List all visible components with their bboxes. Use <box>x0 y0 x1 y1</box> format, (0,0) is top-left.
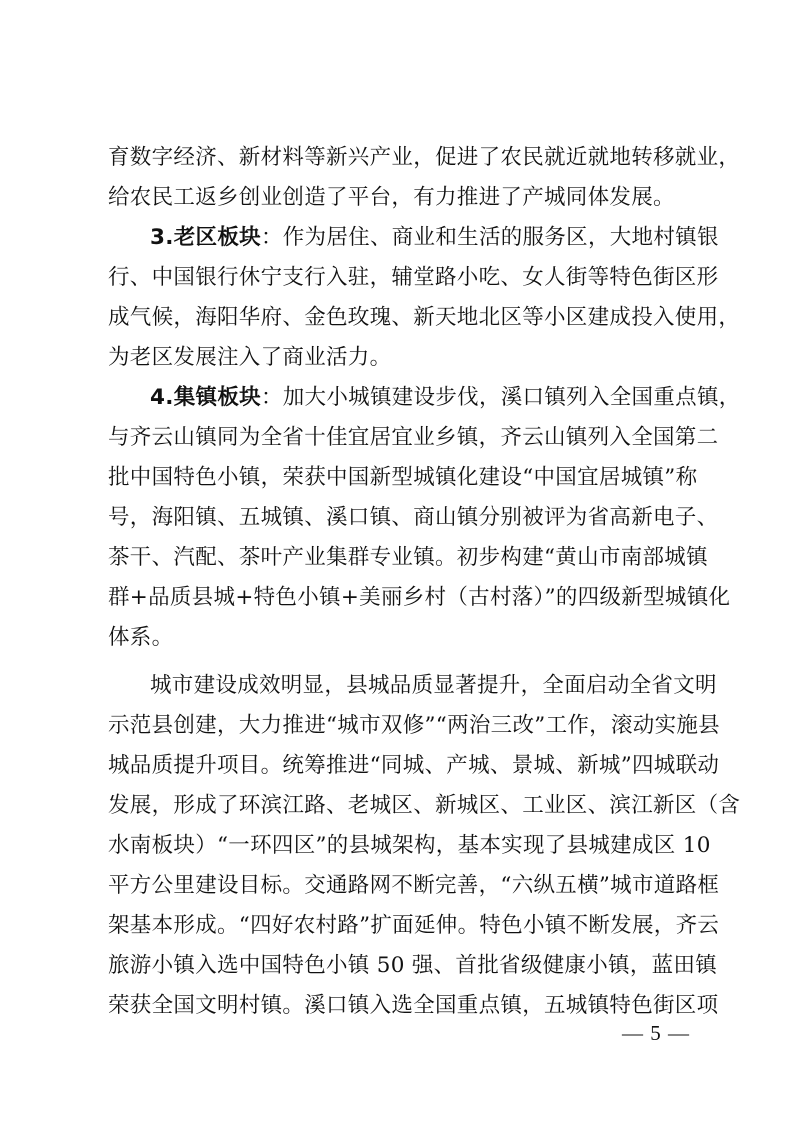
text-line: 城市建设成效明显，县城品质显著提升，全面启动全省文明 <box>150 673 717 698</box>
text-line: 城品质提升项目。统筹推进“同城、产城、景城、新城”四城联动 <box>108 753 720 778</box>
text-line: 荣获全国文明村镇。溪口镇入选全国重点镇，五城镇特色街区项 <box>108 993 719 1018</box>
text-line: 号，海阳镇、五城镇、溪口镇、商山镇分别被评为省高新电子、 <box>108 505 719 530</box>
text-line: 旅游小镇入选中国特色小镇 50 强、首批省级健康小镇，蓝田镇 <box>108 953 718 978</box>
text-line: 成气候，海阳华府、金色玫瑰、新天地北区等小区建成投入使用， <box>108 305 741 330</box>
page-number: — 5 — <box>622 1021 690 1045</box>
text-line: 体系。 <box>108 625 174 650</box>
text-line: 架基本形成。“四好农村路”扩面延伸。特色小镇不断发展，齐云 <box>108 913 720 938</box>
text-line: 给农民工返乡创业创造了平台，有力推进了产城同体发展。 <box>108 185 675 210</box>
section-first-line <box>150 378 741 418</box>
text-line: 群+品质县城+特色小镇+美丽乡村（古村落）”的四级新型城镇化 <box>108 585 731 610</box>
text-line: 示范县创建，大力推进“城市双修”“两治三改”工作，滚动实施县 <box>108 713 720 738</box>
text-line: 行、中国银行休宁支行入驻，辅堂路小吃、女人街等特色街区形 <box>108 265 719 290</box>
text-line: 平方公里建设目标。交通路网不断完善，“六纵五横”城市道路框 <box>108 873 720 898</box>
text-line: 水南板块）“一环四区”的县城架构，基本实现了县城建成区 10 <box>108 833 711 858</box>
text-line: 批中国特色小镇，荣获中国新型城镇化建设“中国宜居城镇”称 <box>108 465 698 490</box>
section-first-line <box>150 218 719 258</box>
text-span: ：加大小城镇建设步伐，溪口镇列入全国重点镇， <box>260 385 741 410</box>
section-heading: 4.集镇板块 <box>150 385 261 410</box>
text-line: 茶干、汽配、茶叶产业集群专业镇。初步构建“黄山市南部城镇 <box>108 545 708 570</box>
text-span: ：作为居住、商业和生活的服务区，大地村镇银 <box>260 225 719 250</box>
text-line: 为老区发展注入了商业活力。 <box>108 345 392 370</box>
text-line: 与齐云山镇同为全省十佳宜居宜业乡镇，齐云山镇列入全国第二 <box>108 425 719 450</box>
text-line: 育数字经济、新材料等新兴产业，促进了农民就近就地转移就业， <box>108 145 741 170</box>
section-heading: 3.老区板块 <box>150 225 261 250</box>
text-line: 发展，形成了环滨江路、老城区、新城区、工业区、滨江新区（含 <box>108 793 741 818</box>
